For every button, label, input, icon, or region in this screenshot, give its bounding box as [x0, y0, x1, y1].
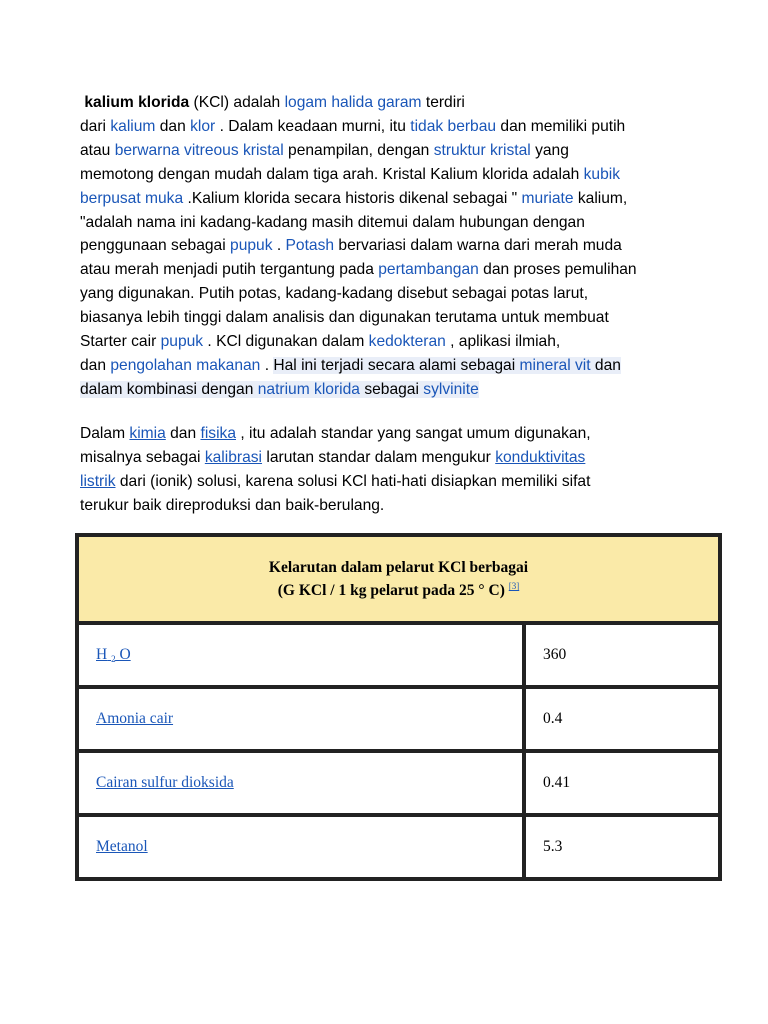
value-cell: 5.3: [524, 815, 720, 879]
link-metanol[interactable]: Metanol: [96, 838, 148, 855]
solvent-cell: [77, 687, 524, 751]
text: terdiri: [421, 94, 465, 111]
link-pengolahan-makanan[interactable]: pengolahan makanan: [110, 356, 261, 374]
paragraph-usage: [80, 422, 710, 518]
link-kubik[interactable]: kubik: [583, 165, 621, 183]
text: , itu adalah standar yang sangat umum digunakan,: [236, 424, 591, 442]
table-title: [77, 535, 720, 623]
value-cell: 0.41: [524, 751, 720, 815]
text: Starter cair: [80, 333, 161, 351]
text: O: [119, 646, 131, 663]
link-struktur-kristal[interactable]: struktur kristal: [433, 141, 531, 159]
highlighted-text: [80, 381, 479, 398]
text: dan proses pemulihan: [478, 261, 637, 279]
table-row: [77, 815, 720, 879]
link-kalium[interactable]: kalium: [110, 117, 156, 135]
link-h2o[interactable]: [96, 646, 131, 663]
link-klor[interactable]: klor: [190, 117, 216, 135]
link-kedokteran[interactable]: kedokteran: [368, 333, 446, 351]
text: , aplikasi ilmiah,: [445, 333, 561, 351]
text: . KCl digunakan dalam: [203, 333, 369, 351]
solubility-table: [75, 533, 722, 881]
link-berpusat-muka[interactable]: berpusat muka: [80, 189, 184, 207]
text: bervariasi dalam warna dari merah muda: [334, 237, 622, 255]
text: sebagai: [359, 380, 424, 398]
link-muriate[interactable]: muriate: [521, 189, 574, 207]
text: penggunaan sebagai: [80, 237, 231, 255]
link-logam-halida-garam[interactable]: logam halida garam: [284, 94, 422, 111]
term-kalium-klorida: kalium klorida: [84, 94, 190, 111]
text: terukur baik direproduksi dan baik-berulang.: [80, 496, 385, 514]
text: . Dalam keadaan murni, itu: [215, 117, 411, 135]
text: atau merah menjadi putih tergantung pada: [80, 261, 379, 279]
text: larutan standar dalam mengukur: [262, 448, 496, 466]
link-pupuk[interactable]: pupuk: [230, 237, 273, 255]
text: .Kalium klorida secara historis dikenal sebagai ": [183, 189, 522, 207]
text: kalium,: [573, 189, 628, 207]
text: yang digunakan. Putih potas, kadang-kadang disebut sebagai potas larut,: [80, 285, 589, 303]
table-row: [77, 687, 720, 751]
link-cairan-sulfur-dioksida[interactable]: Cairan sulfur dioksida: [96, 774, 234, 791]
text: penampilan, dengan: [283, 141, 434, 159]
table-header-row: [77, 535, 720, 623]
link-potash[interactable]: Potash: [285, 237, 335, 255]
text: biasanya lebih tinggi dalam analisis dan digunakan terutama untuk membuat: [80, 309, 609, 327]
text: dari: [80, 117, 111, 135]
table-row: [77, 623, 720, 687]
link-kalibrasi[interactable]: kalibrasi: [204, 448, 263, 466]
value-cell: 360: [524, 623, 720, 687]
text: .: [272, 237, 286, 255]
solvent-cell: [77, 815, 524, 879]
text: "adalah nama ini kadang-kadang masih ditemui dalam hubungan dengan: [80, 213, 585, 231]
link-mineral-vit[interactable]: mineral vit: [519, 356, 591, 374]
article-body: [80, 91, 710, 517]
text: H: [96, 646, 108, 663]
subscript: 2: [111, 654, 116, 664]
link-berwarna-vitreous-kristal[interactable]: berwarna vitreous kristal: [114, 141, 284, 159]
solvent-cell: [77, 623, 524, 687]
text: misalnya sebagai: [80, 448, 205, 466]
link-listrik[interactable]: listrik: [80, 472, 116, 490]
solvent-cell: [77, 751, 524, 815]
table-title-line1: Kelarutan dalam pelarut KCl berbagai: [268, 558, 529, 576]
reference-link[interactable]: [3]: [508, 580, 520, 591]
link-pertambangan[interactable]: pertambangan: [378, 261, 479, 279]
link-kimia[interactable]: kimia: [129, 424, 166, 442]
table-title-line2: (G KCl / 1 kg pelarut pada 25 ° C): [277, 582, 505, 600]
reference-superscript: [509, 581, 520, 591]
link-konduktivitas[interactable]: konduktivitas: [495, 448, 586, 466]
link-sylvinite[interactable]: sylvinite: [423, 380, 479, 398]
text: dan memiliki putih: [496, 117, 626, 135]
link-pupuk-2[interactable]: pupuk: [160, 333, 204, 351]
link-natrium-klorida[interactable]: natrium klorida: [257, 380, 360, 398]
text: dan: [80, 356, 111, 374]
highlighted-text: [273, 357, 621, 374]
table-row: [77, 751, 720, 815]
link-tidak-berbau[interactable]: tidak berbau: [410, 117, 497, 135]
link-amonia-cair[interactable]: Amonia cair: [96, 710, 174, 727]
text: dalam kombinasi dengan: [80, 380, 258, 398]
text: .: [260, 356, 274, 374]
text: Dalam: [80, 424, 130, 442]
text: memotong dengan mudah dalam tiga arah. Kristal Kalium klorida adalah: [80, 165, 584, 183]
text: dan: [155, 117, 191, 135]
text: dan: [590, 356, 621, 374]
paragraph-intro: [80, 91, 710, 402]
text: dari (ionik) solusi, karena solusi KCl hati-hati disiapkan memiliki sifat: [115, 472, 591, 490]
text: atau: [80, 141, 115, 159]
link-fisika[interactable]: fisika: [200, 424, 237, 442]
text: dan: [165, 424, 201, 442]
value-cell: 0.4: [524, 687, 720, 751]
text: Hal ini terjadi secara alami sebagai: [273, 356, 520, 374]
text: yang: [530, 141, 569, 159]
text: (KCl) adalah: [189, 94, 285, 111]
